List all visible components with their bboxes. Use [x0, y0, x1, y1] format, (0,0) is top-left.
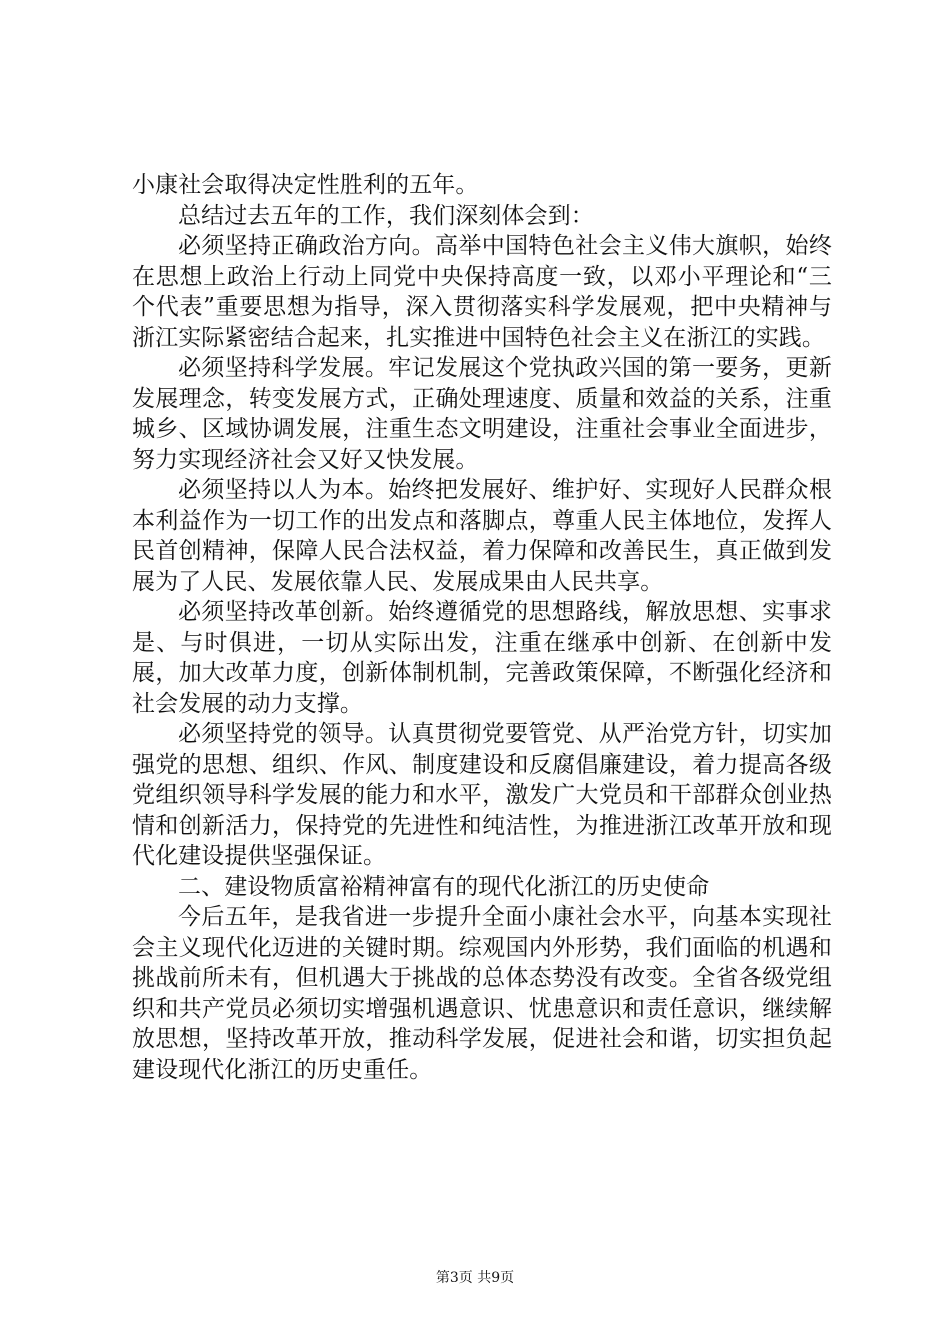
- paragraph-summary-intro: 总结过去五年的工作，我们深刻体会到：: [178, 202, 594, 229]
- paragraph-political-direction: 必须坚持正确政治方向。高举中国特色社会主义伟大旗帜，始终在思想上政治上行动上同党中央保持高度一致，以邓小平理论和“三个代表”重要思想为指导，深入贯彻落实科学发展观，把中央精神与浙江实际紧密结合起来，扎实推进中国特色社会主义在浙江的实践。: [132, 233, 832, 351]
- page-number-footer: 第3页 共9页: [435, 1270, 515, 1286]
- paragraph-party-leadership: 必须坚持党的领导。认真贯彻党要管党、从严治党方针，切实加强党的思想、组织、作风、制度建设和反腐倡廉建设，着力提高各级党组织领导科学发展的能力和水平，激发广大党员和干部群众创业热情和创新活力，保持党的先进性和纯洁性，为推进浙江改革开放和现代化建设提供坚强保证。: [132, 721, 832, 869]
- paragraph-people-oriented: 必须坚持以人为本。始终把发展好、维护好、实现好人民群众根本利益作为一切工作的出发点和落脚点，尊重人民主体地位，发挥人民首创精神，保障人民合法权益，着力保障和改善民生，真正做到发展为了人民、发展依靠人民、发展成果由人民共享。: [132, 477, 832, 595]
- document-body: [132, 170, 832, 1085]
- section-heading: 二、建设物质富裕精神富有的现代化浙江的历史使命: [178, 873, 710, 900]
- paragraph-next-five-years: 今后五年，是我省进一步提升全面小康社会水平，向基本实现社会主义现代化迈进的关键时期。综观国内外形势，我们面临的机遇和挑战前所未有，但机遇大于挑战的总体态势没有改变。全省各级党组织和共产党员必须切实增强机遇意识、忧患意识和责任意识，继续解放思想，坚持改革开放，推动科学发展，促进社会和谐，切实担负起建设现代化浙江的历史重任。: [132, 904, 832, 1083]
- paragraph-continuation: 小康社会取得决定性胜利的五年。: [132, 172, 479, 198]
- paragraph-scientific-development: 必须坚持科学发展。牢记发展这个党执政兴国的第一要务，更新发展理念，转变发展方式，正确处理速度、质量和效益的关系，注重城乡、区域协调发展，注重生态文明建设，注重社会事业全面进步，努力实现经济社会又好又快发展。: [132, 355, 832, 473]
- paragraph-reform-innovation: 必须坚持改革创新。始终遵循党的思想路线，解放思想、实事求是、与时俱进，一切从实际出发，注重在继承中创新、在创新中发展，加大改革力度，创新体制机制，完善政策保障，不断强化经济和社会发展的动力支撑。: [132, 599, 832, 717]
